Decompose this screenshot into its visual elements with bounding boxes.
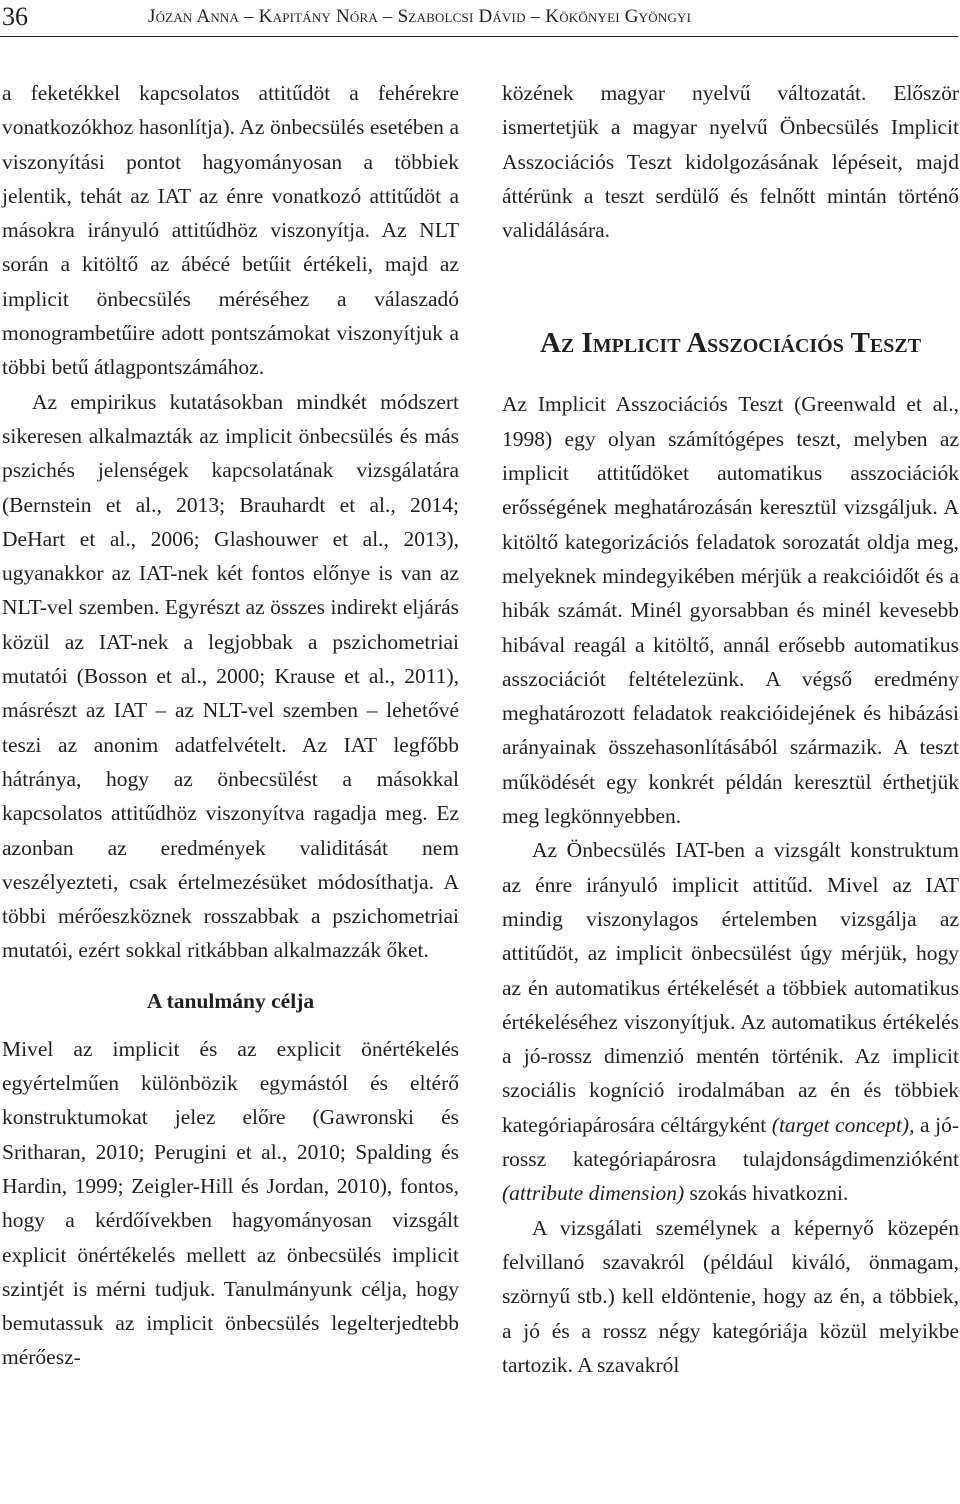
paragraph: a feketékkel kapcsolatos attitűdöt a fehérekre vonatkozókhoz hasonlítja). Az önbecsülés esetében a viszonyítási pontot hagyományosan a többiek jelentik, tehát az IAT az énre vonatkozó attitűdöt a másokra irányuló attitűdhöz viszonyítja. Az NLT során a kitöltő az ábécé betűit értékeli, majd az implicit önbecsülés méréséhez a válaszadó monogrambetűire adott pontszámokat viszonyítjuk a többi betű átlagpontszámához. — [2, 81, 459, 380]
running-head-authors: Józan Anna – Kapitány Nóra – Szabolcsi Dávid – Kökönyei Gyöngyi — [148, 6, 692, 27]
section-title: A tanulmány célja — [146, 988, 315, 1013]
header-rule — [0, 36, 958, 37]
main-heading: Az Implicit Asszociációs Teszt — [539, 327, 922, 360]
paragraph: Mivel az implicit és az explicit önértékelés egyértelműen különbözik egymástól és eltérő konstruktumokat jelez előre (Gawronski és Sritharan, 2010; Perugini et al., 2010; Spalding és Hardin, 1999; Zeigler-Hill és Jordan, 2010), fontos, hogy a kérdőívekben hagyományosan vizsgált explicit önértékelés mellett az önbecsülés implicit szintjét is mérni tudjuk. Tanulmányunk célja, hogy bemutassuk az implicit önbecsülés legelterjedtebb mérőesz- — [2, 1036, 459, 1370]
paragraph: közének magyar nyelvű változatát. Először ismertetjük a magyar nyelvű Önbecsülés Implicit Asszociációs Teszt kidolgozásának lépéseit, majd áttérünk a teszt serdülő és felnőtt mintán történő validálására. — [502, 81, 959, 243]
paragraph: A vizsgálati személynek a képernyő közepén felvillanó szavakról (például kiváló, önmagam, szörnyű stb.) kell eldöntenie, hogy az én, a többiek, a jó és a rossz négy kategóriája közül melyikbe tartozik. A szavakról — [502, 1215, 959, 1377]
paragraph-text: szokás hivatkozni. — [684, 1181, 849, 1206]
term-italic: (attribute dimension) — [502, 1181, 685, 1206]
paragraph — [502, 833, 959, 1210]
page-header — [0, 0, 960, 40]
right-column — [502, 76, 959, 1382]
paragraph: Az Implicit Asszociációs Teszt (Greenwald et al., 1998) egy olyan számítógépes teszt, melyben az implicit attitűdöket automatikus asszociációk erősségének meghatározásán keresztül vizsgáljuk. A kitöltő kategorizációs feladatok sorozatát oldja meg, melyeknek mindegyikében mérjük a reakcióidőt és a hibák számát. Minél gyorsabban és minél kevesebb hibával reagál a kitöltő, annál erősebb automatikus asszociációt feltételezünk. A végső eredmény meghatározott feladatok reakcióidejének és hibázási arányainak összehasonlításából származik. A teszt működését egy konkrét példán keresztül érthetjük meg legkönnyebben. — [502, 392, 959, 829]
paragraph-text: a jó-rossz kategóriapárosra tulajdonságdimenzióként — [502, 1112, 959, 1172]
term-italic: (target concept), — [771, 1112, 915, 1137]
paragraph-text: Az Önbecsülés IAT-ben a vizsgált konstruktum az énre irányuló implicit attitűd. Mivel az IAT mindig viszonylagos értelemben vizsgálja az attitűdöt, az implicit önbecsülést úgy mérjük, hogy az én automatikus értékelését a többiek automatikus értékeléséhez viszonyítjuk. Az automatikus értékelés a jó-rossz dimenzió mentén történik. Az implicit szociális kogníció irodalmában az én és többiek kategóriapárosára céltárgyként — [502, 838, 959, 1137]
paragraph: Az empirikus kutatásokban mindkét módszert sikeresen alkalmazták az implicit önbecsülés és más pszichés jelenségek kapcsolatának vizsgálatára (Bernstein et al., 2013; Brauhardt et al., 2014; DeHart et al., 2006; Glashouwer et al., 2013), ugyanakkor az IAT-nek két fontos előnye is van az NLT-vel szemben. Egyrészt az összes indirekt eljárás közül az IAT-nek a legjobbak a pszichometriai mutatói (Bosson et al., 2000; Krause et al., 2011), másrészt az IAT – az NLT-vel szemben – lehetővé teszi az anonim adatfelvételt. Az IAT legfőbb hátránya, hogy az önbecsülést a másokkal kapcsolatos attitűdhöz viszonyítva ragadja meg. Ez azonban az eredmények validitását nem veszélyezteti, csak értelmezésüket módosíthatja. A többi mérőeszköznek rosszabbak a pszichometriai mutatói, ezért sokkal ritkábban alkalmazzák őket. — [2, 389, 459, 963]
page-number: 36 — [2, 2, 28, 31]
left-column — [2, 76, 459, 1375]
